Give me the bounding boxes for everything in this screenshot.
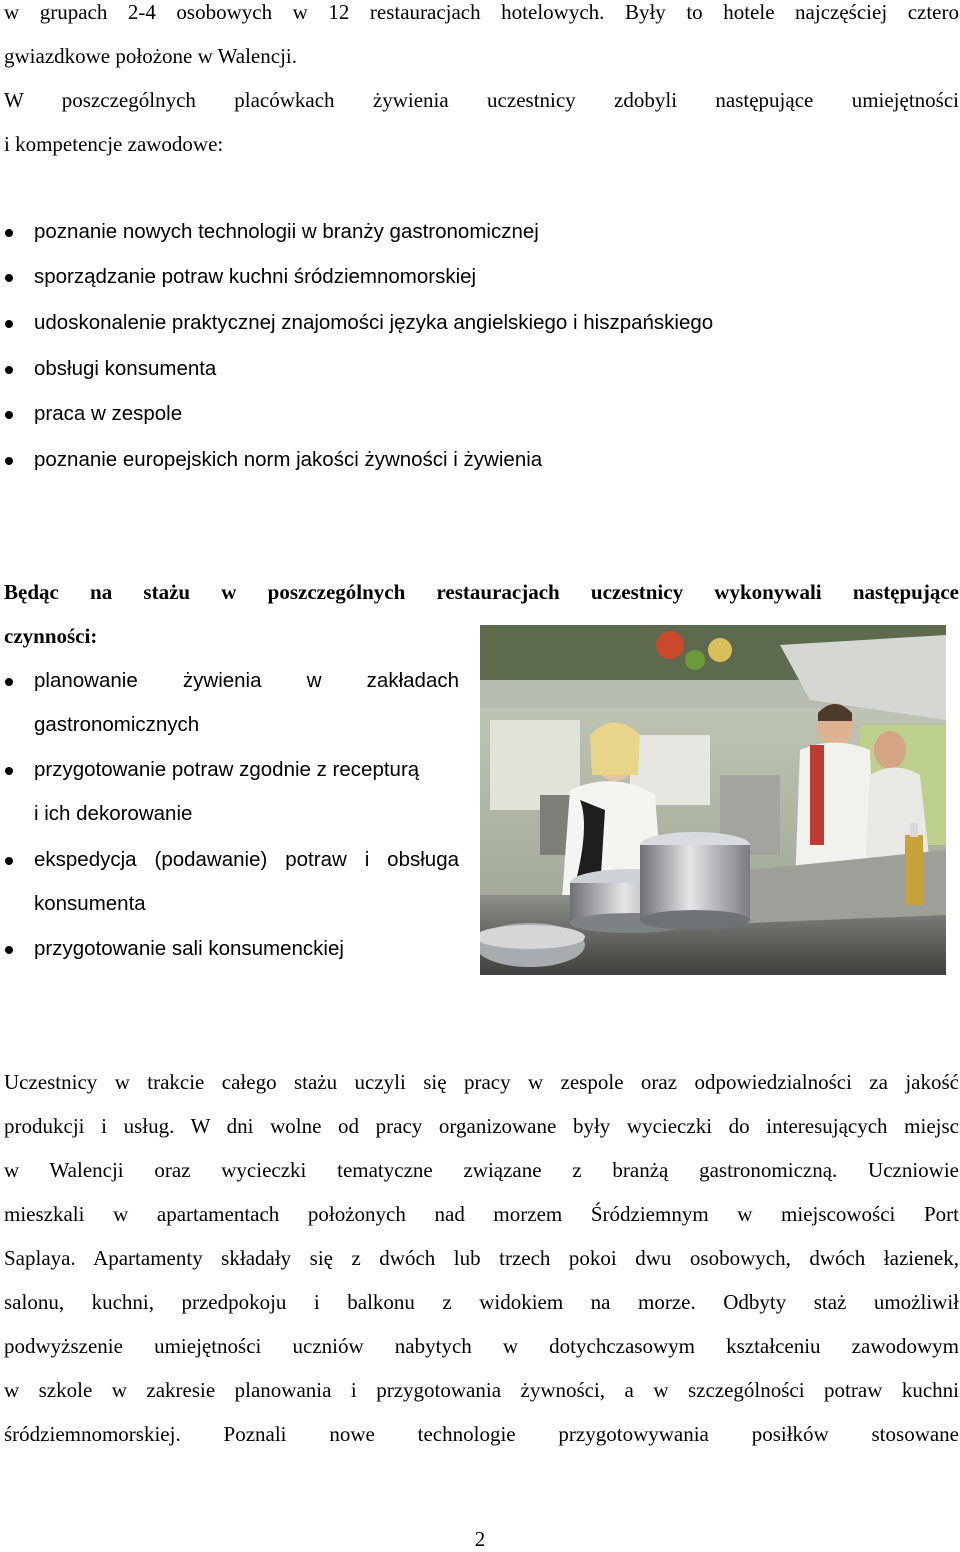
task-item-4: przygotowanie sali konsumenckiej — [34, 937, 344, 960]
bullet-icon — [5, 678, 13, 686]
skill-item-2: sporządzanie potraw kuchni śródziemnomorskiej — [34, 265, 477, 288]
tasks-heading-line-2: czynności: — [4, 624, 98, 648]
summary-line-7: podwyższenie umiejętności uczniów nabytych w dotychczasowym kształceniu zawodowym — [4, 1334, 959, 1358]
summary-line-1: Uczestnicy w trakcie całego stażu uczyli się pracy w zespole oraz odpowiedzialności za jakość — [4, 1070, 959, 1094]
skill-item-4: obsługi konsumenta — [34, 357, 217, 380]
intro-line-4: i kompetencje zawodowe: — [4, 132, 224, 156]
summary-line-4: mieszkali w apartamentach położonych nad morzem Śródziemnym w miejscowości Port — [4, 1202, 959, 1226]
task-item-2: przygotowanie potraw zgodnie z recepturą — [34, 758, 420, 781]
summary-line-9: śródziemnomorskiej. Poznali nowe technologie przygotowywania posiłków stosowane — [4, 1422, 959, 1446]
bullet-icon — [5, 229, 13, 237]
skill-item-6: poznanie europejskich norm jakości żywności i żywienia — [34, 448, 543, 471]
task-item-1: planowanie żywienia w zakładach — [34, 669, 459, 692]
tasks-heading-line-1: Będąc na stażu w poszczególnych restauracjach uczestnicy wykonywali następujące — [4, 580, 959, 604]
summary-line-2: produkcji i usług. W dni wolne od pracy organizowane były wycieczki do interesujących miejsc — [4, 1114, 959, 1138]
summary-line-3: w Walencji oraz wycieczki tematyczne związane z branżą gastronomiczną. Uczniowie — [4, 1158, 959, 1182]
bullet-icon — [5, 320, 13, 328]
skill-item-3: udoskonalenie praktycznej znajomości języka angielskiego i hiszpańskiego — [34, 311, 714, 334]
bullet-icon — [5, 457, 13, 465]
bullet-icon — [5, 767, 13, 775]
kitchen-photo — [480, 625, 946, 975]
summary-line-5: Saplaya. Apartamenty składały się z dwóch lub trzech pokoi dwu osobowych, dwóch łazienek, — [4, 1246, 959, 1270]
bullet-icon — [5, 274, 13, 282]
intro-line-3: W poszczególnych placówkach żywienia uczestnicy zdobyli następujące umiejętności — [4, 88, 959, 112]
bullet-icon — [5, 946, 13, 954]
task-item-2-cont: i ich dekorowanie — [34, 802, 193, 825]
task-item-3: ekspedycja (podawanie) potraw i obsługa — [34, 848, 459, 871]
skill-item-1: poznanie nowych technologii w branży gastronomicznej — [34, 220, 539, 243]
task-item-1-cont: gastronomicznych — [34, 713, 200, 736]
bullet-icon — [5, 411, 13, 419]
bullet-icon — [5, 857, 13, 865]
summary-line-8: w szkole w zakresie planowania i przygotowania żywności, a w szczególności potraw kuchni — [4, 1378, 959, 1402]
task-item-3-cont: konsumenta — [34, 892, 146, 915]
skill-item-5: praca w zespole — [34, 402, 183, 425]
kitchen-photo-image — [480, 625, 946, 975]
summary-line-6: salonu, kuchni, przedpokoju i balkonu z widokiem na morze. Odbyty staż umożliwił — [4, 1290, 959, 1314]
intro-line-2: gwiazdkowe położone w Walencji. — [4, 44, 297, 68]
page-number: 2 — [474, 1527, 486, 1551]
bullet-icon — [5, 366, 13, 374]
intro-line-1: w grupach 2-4 osobowych w 12 restauracjach hotelowych. Były to hotele najczęściej cztero — [4, 0, 959, 24]
